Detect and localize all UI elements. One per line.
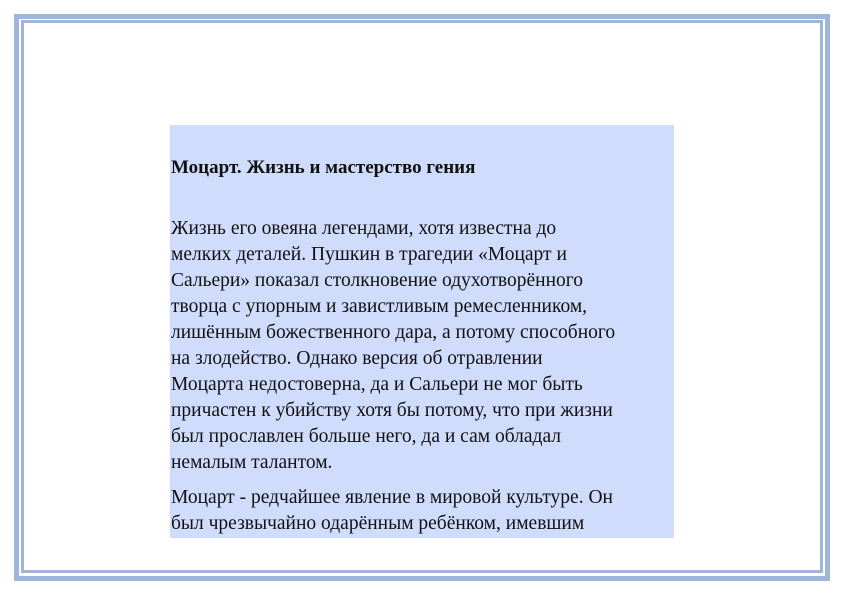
- paragraph-line: Моцарт - редчайшее явление в мировой культуре. Он: [171, 487, 613, 508]
- paragraph-1: [171, 216, 615, 476]
- paragraph-line: был прославлен больше него, да и сам обладал: [171, 426, 561, 447]
- paragraph-line: немалым талантом.: [171, 452, 333, 473]
- paragraph-line: лишённым божественного дара, а потому способного: [171, 322, 616, 343]
- paragraph-line: Сальери» показал столкновение одухотворённого: [171, 270, 584, 291]
- paragraph-2: [171, 485, 613, 537]
- paragraph-line: Моцарта недостоверна, да и Сальери не мог быть: [171, 374, 583, 395]
- paragraph-line: был чрезвычайно одарённым ребёнком, имевшим: [171, 513, 585, 534]
- paragraph-line: на злодейство. Однако версия об отравлении: [171, 348, 543, 369]
- document-heading: Моцарт. Жизнь и мастерство гения: [171, 157, 476, 178]
- paragraph-line: причастен к убийству хотя бы потому, что при жизни: [171, 400, 613, 421]
- paragraph-line: творца с упорным и завистливым ремесленником,: [171, 296, 588, 317]
- paragraph-line: мелких деталей. Пушкин в трагедии «Моцарт и: [171, 244, 567, 265]
- paragraph-line: Жизнь его овеяна легендами, хотя известна до: [171, 218, 557, 239]
- text-box: [170, 125, 674, 538]
